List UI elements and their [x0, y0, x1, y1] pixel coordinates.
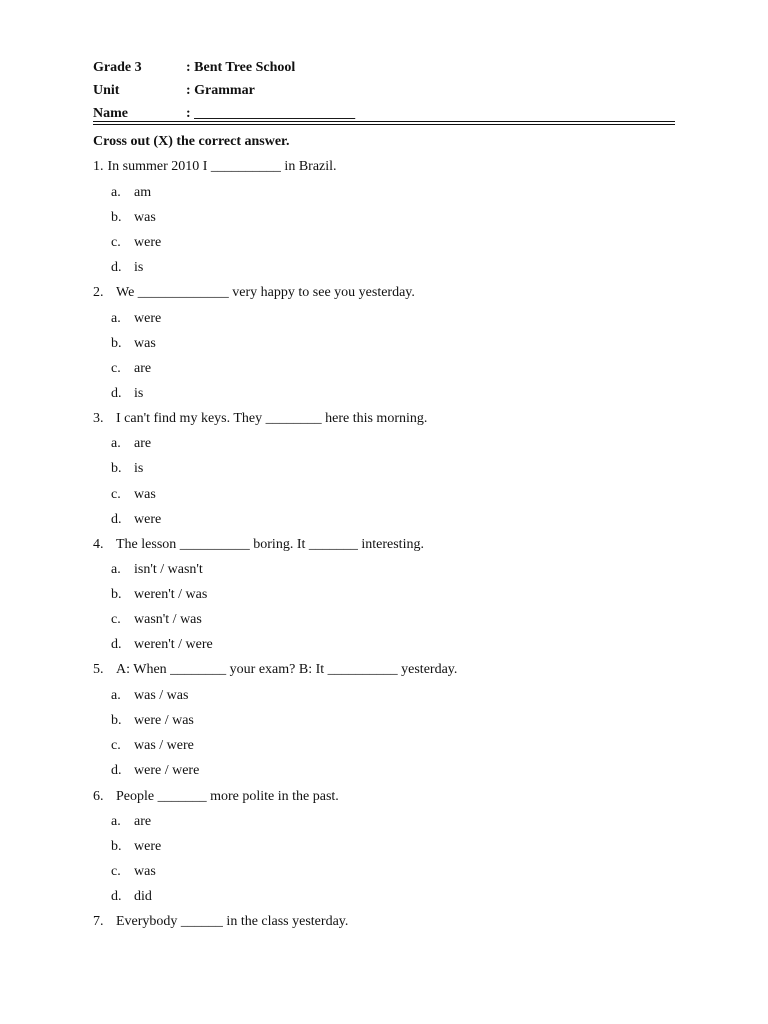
option-letter: d.	[111, 512, 122, 527]
option-letter: d.	[111, 889, 122, 904]
question-2	[93, 285, 415, 301]
option-6a[interactable]	[111, 814, 151, 830]
option-text: are	[134, 361, 152, 376]
option-5b[interactable]	[111, 713, 194, 729]
question-text: We _____________ very happy to see you yesterday.	[116, 285, 415, 300]
option-text: were	[134, 235, 162, 250]
option-letter: a.	[111, 436, 121, 451]
name-label: Name	[93, 106, 128, 121]
option-3d[interactable]	[111, 512, 161, 528]
option-letter: d.	[111, 386, 122, 401]
option-text: were	[134, 839, 162, 854]
option-letter: c.	[111, 361, 121, 376]
unit-label: Unit	[93, 83, 120, 98]
option-text: were / was	[134, 713, 194, 728]
option-4a[interactable]	[111, 562, 203, 578]
school-name: : Bent Tree School	[186, 60, 296, 75]
option-5c[interactable]	[111, 738, 194, 754]
option-text: is	[134, 386, 144, 401]
question-number: 6.	[93, 789, 104, 804]
option-2d[interactable]	[111, 386, 143, 402]
option-text: were	[134, 512, 162, 527]
option-letter: c.	[111, 235, 121, 250]
option-letter: b.	[111, 461, 122, 476]
option-3a[interactable]	[111, 436, 151, 452]
option-4c[interactable]	[111, 612, 202, 628]
option-letter: b.	[111, 210, 122, 225]
option-text: am	[134, 185, 152, 200]
question-number: 2.	[93, 285, 104, 300]
option-2c[interactable]	[111, 361, 151, 377]
question-text: I can't find my keys. They ________ here this morning.	[116, 411, 428, 426]
question-number: 1.	[93, 159, 104, 174]
option-text: was / were	[134, 738, 194, 753]
option-text: weren't / were	[134, 637, 213, 652]
option-letter: c.	[111, 487, 121, 502]
question-number: 4.	[93, 537, 104, 552]
option-text: were	[134, 311, 162, 326]
option-letter: d.	[111, 763, 122, 778]
option-letter: a.	[111, 688, 121, 703]
option-text: was / was	[134, 688, 189, 703]
question-7	[93, 914, 348, 930]
option-text: are	[134, 436, 152, 451]
question-text: Everybody ______ in the class yesterday.	[116, 914, 349, 929]
option-text: were / were	[134, 763, 200, 778]
instruction-text: Cross out (X) the correct answer.	[93, 134, 290, 149]
option-4d[interactable]	[111, 637, 213, 653]
option-letter: c.	[111, 738, 121, 753]
option-2a[interactable]	[111, 311, 161, 327]
option-text: weren't / was	[134, 587, 208, 602]
option-text: was	[134, 336, 156, 351]
option-letter: b.	[111, 839, 122, 854]
option-text: wasn't / was	[134, 612, 202, 627]
grade-label: Grade 3	[93, 60, 142, 75]
option-4b[interactable]	[111, 587, 207, 603]
question-5	[93, 662, 457, 678]
question-1	[93, 159, 337, 175]
question-3	[93, 411, 427, 427]
option-letter: a.	[111, 814, 121, 829]
option-letter: d.	[111, 260, 122, 275]
question-text: In summer 2010 I __________ in Brazil.	[107, 159, 337, 174]
option-letter: c.	[111, 864, 121, 879]
option-5d[interactable]	[111, 763, 199, 779]
option-letter: b.	[111, 336, 122, 351]
option-3b[interactable]	[111, 461, 143, 477]
question-text: The lesson __________ boring. It _______ interesting.	[116, 537, 424, 552]
option-5a[interactable]	[111, 688, 188, 704]
question-number: 3.	[93, 411, 104, 426]
header-unit-row	[93, 83, 255, 99]
option-2b[interactable]	[111, 336, 156, 352]
option-text: was	[134, 864, 156, 879]
option-1c[interactable]	[111, 235, 161, 251]
option-letter: a.	[111, 562, 121, 577]
question-4	[93, 537, 424, 553]
option-1b[interactable]	[111, 210, 156, 226]
option-6c[interactable]	[111, 864, 156, 880]
option-1a[interactable]	[111, 185, 151, 201]
option-letter: c.	[111, 612, 121, 627]
question-number: 7.	[93, 914, 104, 929]
option-letter: b.	[111, 587, 122, 602]
option-text: is	[134, 260, 144, 275]
header-grade-row	[93, 60, 295, 76]
option-3c[interactable]	[111, 487, 156, 503]
question-number: 5.	[93, 662, 104, 677]
option-1d[interactable]	[111, 260, 143, 276]
name-blank: : _______________________	[186, 106, 356, 121]
header-name-row	[93, 106, 355, 122]
option-text: was	[134, 210, 156, 225]
header-divider	[93, 121, 675, 125]
option-letter: b.	[111, 713, 122, 728]
option-text: is	[134, 461, 144, 476]
question-text: People _______ more polite in the past.	[116, 789, 339, 804]
option-letter: a.	[111, 311, 121, 326]
option-6d[interactable]	[111, 889, 152, 905]
question-text: A: When ________ your exam? B: It __________ yesterday.	[116, 662, 458, 677]
option-text: isn't / wasn't	[134, 562, 203, 577]
option-text: did	[134, 889, 152, 904]
question-6	[93, 789, 339, 805]
option-letter: a.	[111, 185, 121, 200]
option-letter: d.	[111, 637, 122, 652]
unit-name: : Grammar	[186, 83, 255, 98]
option-6b[interactable]	[111, 839, 161, 855]
option-text: are	[134, 814, 152, 829]
option-text: was	[134, 487, 156, 502]
